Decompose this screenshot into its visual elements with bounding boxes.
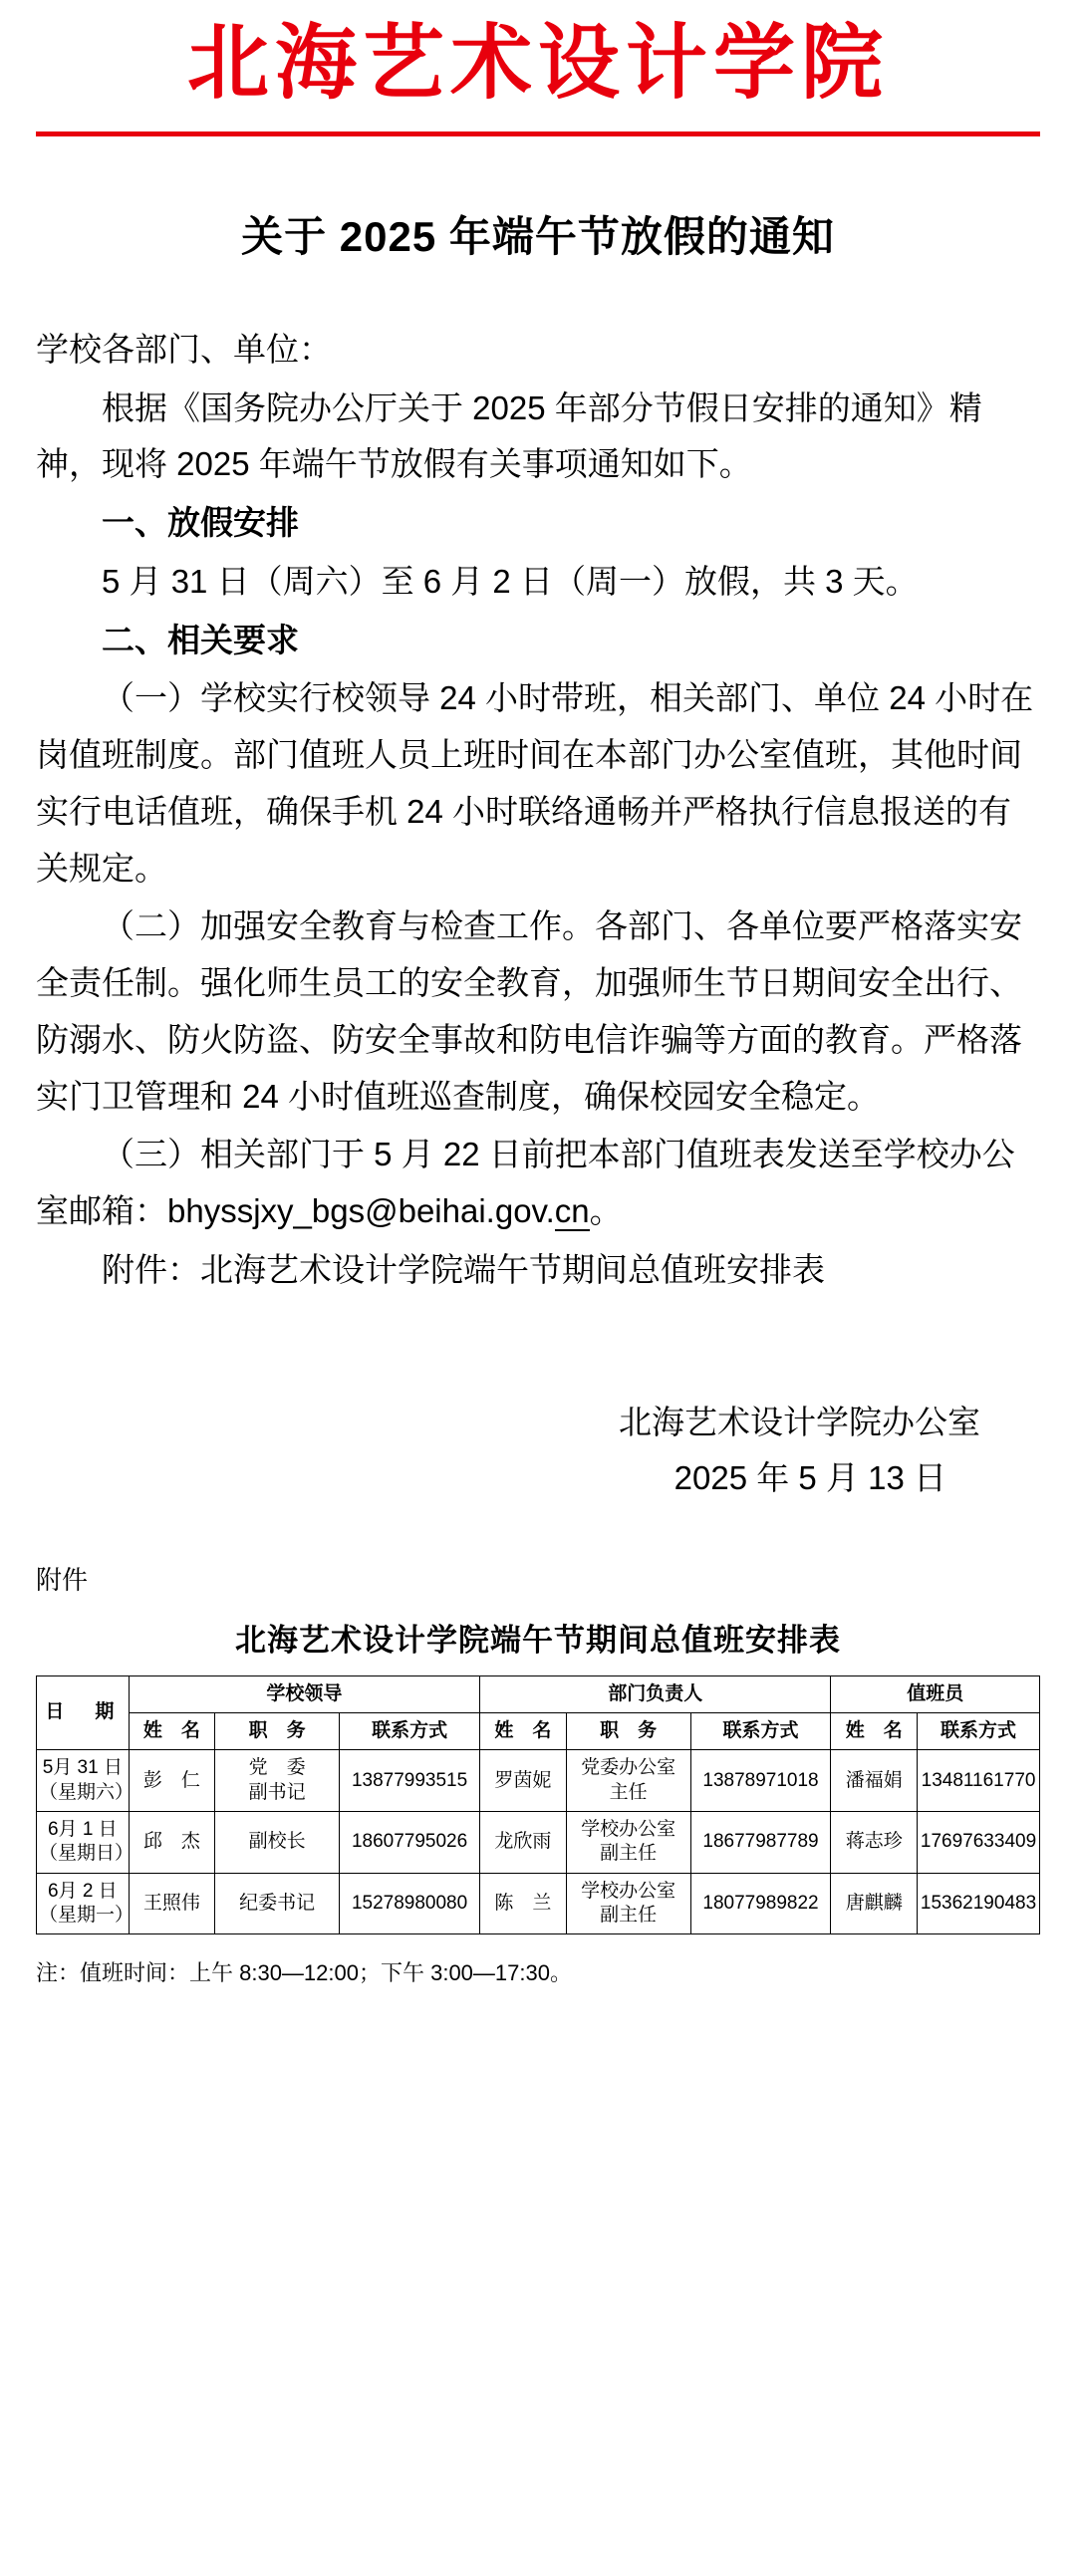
cell-leader-name: 邱 杰 <box>129 1812 215 1874</box>
cell-date: 5月 31 日 （星期六） <box>37 1750 130 1812</box>
table-row <box>37 1750 1040 1812</box>
cell-leader-role: 纪委书记 <box>215 1873 340 1934</box>
table-row <box>37 1812 1040 1874</box>
email-tld: cn <box>554 1192 590 1230</box>
intro-paragraph: 根据《国务院办公厅关于 2025 年部分节假日安排的通知》精神，现将 2025 年端午节放假有关事项通知如下。 <box>36 388 982 483</box>
header-leader-name: 姓 名 <box>129 1713 215 1750</box>
cell-leader-phone: 15278980080 <box>340 1873 480 1934</box>
section-heading-2: 二、相关要求 <box>102 621 299 658</box>
signer-organization: 北海艺术设计学院办公室 <box>619 1403 980 1440</box>
email-local-part: bhyssjxy_bgs@beihai.gov. <box>167 1192 555 1230</box>
header-school-leaders: 学校领导 <box>129 1675 479 1712</box>
requirement-item-2: （二）加强安全教育与检查工作。各部门、各单位要严格落实安全责任制。强化师生员工的安全教育，加强师生节日期间安全出行、防溺水、防火防盗、防安全事故和防电信诈骗等方面的教育。严格落实门卫管理和 24 小时值班巡查制度，确保校园安全稳定。 <box>36 907 1022 1115</box>
header-leader-role: 职 务 <box>215 1713 340 1750</box>
cell-head-phone: 13878971018 <box>690 1750 831 1812</box>
cell-head-name: 陈 兰 <box>480 1873 567 1934</box>
cell-date: 6月 1 日 （星期日） <box>37 1812 130 1874</box>
header-head-contact: 联系方式 <box>690 1713 831 1750</box>
header-duty-staff: 值班员 <box>831 1675 1040 1712</box>
cell-leader-phone: 18607795026 <box>340 1812 480 1874</box>
header-head-name: 姓 名 <box>480 1713 567 1750</box>
signature-date: 2025 年 5 月 13 日 <box>673 1458 946 1496</box>
header-dept-heads: 部门负责人 <box>480 1675 831 1712</box>
letterhead <box>36 0 1040 136</box>
organization-title: 北海艺术设计学院 <box>186 16 889 111</box>
cell-head-role: 党委办公室 主任 <box>566 1750 690 1812</box>
requirement-item-3-suffix: 。 <box>589 1192 623 1230</box>
email-address <box>167 1192 590 1231</box>
requirement-item-3 <box>36 1127 1040 1240</box>
header-leader-contact: 联系方式 <box>340 1713 480 1750</box>
cell-staff-name: 蒋志珍 <box>831 1812 918 1874</box>
cell-staff-phone: 13481161770 <box>918 1750 1040 1812</box>
section-heading-1: 一、放假安排 <box>102 504 299 542</box>
cell-head-role: 学校办公室 副主任 <box>566 1873 690 1934</box>
signature-block <box>36 1395 1040 1506</box>
attachment-reference: 附件：北海艺术设计学院端午节期间总值班安排表 <box>102 1250 825 1288</box>
cell-head-name: 龙欣雨 <box>480 1812 567 1874</box>
cell-date: 6月 2 日 （星期一） <box>37 1873 130 1934</box>
header-staff-contact: 联系方式 <box>918 1713 1040 1750</box>
attachment-title: 北海艺术设计学院端午节期间总值班安排表 <box>235 1622 841 1658</box>
header-head-role: 职 务 <box>566 1713 690 1750</box>
table-row <box>37 1873 1040 1934</box>
cell-leader-phone: 13877993515 <box>340 1750 480 1812</box>
cell-head-phone: 18677987789 <box>690 1812 831 1874</box>
table-header-group-row <box>37 1675 1040 1712</box>
cell-leader-name: 彭 仁 <box>129 1750 215 1812</box>
requirement-item-1: （一）学校实行校领导 24 小时带班，相关部门、单位 24 小时在岗值班制度。部门值班人员上班时间在本部门办公室值班，其他时间实行电话值班，确保手机 24 小时联络通畅并严格执行信息报送的有关规定。 <box>36 679 1034 887</box>
cell-leader-role: 党 委 副书记 <box>215 1750 340 1812</box>
duty-time-note: 注：值班时间：上午 8:30—12:00；下午 3:00—17:30。 <box>36 1960 572 1986</box>
table-header-sub-row <box>37 1713 1040 1750</box>
cell-leader-role: 副校长 <box>215 1812 340 1874</box>
section-1-text: 5 月 31 日（周六）至 6 月 2 日（周一）放假，共 3 天。 <box>102 562 919 600</box>
attachment-label: 附件 <box>36 1564 89 1595</box>
cell-staff-name: 潘福娟 <box>831 1750 918 1812</box>
cell-staff-phone: 17697633409 <box>918 1812 1040 1874</box>
cell-staff-phone: 15362190483 <box>918 1873 1040 1934</box>
cell-head-role: 学校办公室 副主任 <box>566 1812 690 1874</box>
cell-staff-name: 唐麒麟 <box>831 1873 918 1934</box>
header-date: 日 期 <box>37 1675 130 1750</box>
page-title: 关于 2025 年端午节放假的通知 <box>241 212 835 260</box>
duty-schedule-table <box>36 1675 1040 1935</box>
salutation: 学校各部门、单位： <box>36 330 332 368</box>
letterhead-divider <box>36 131 1040 136</box>
cell-leader-name: 王照伟 <box>129 1873 215 1934</box>
document-body <box>36 322 1040 1299</box>
header-staff-name: 姓 名 <box>831 1713 918 1750</box>
requirement-item-3-text: （三）相关部门于 5 月 22 日前把本部门值班表发送至学校办公室邮箱： <box>36 1136 1015 1230</box>
cell-head-name: 罗茵妮 <box>480 1750 567 1812</box>
cell-head-phone: 18077989822 <box>690 1873 831 1934</box>
